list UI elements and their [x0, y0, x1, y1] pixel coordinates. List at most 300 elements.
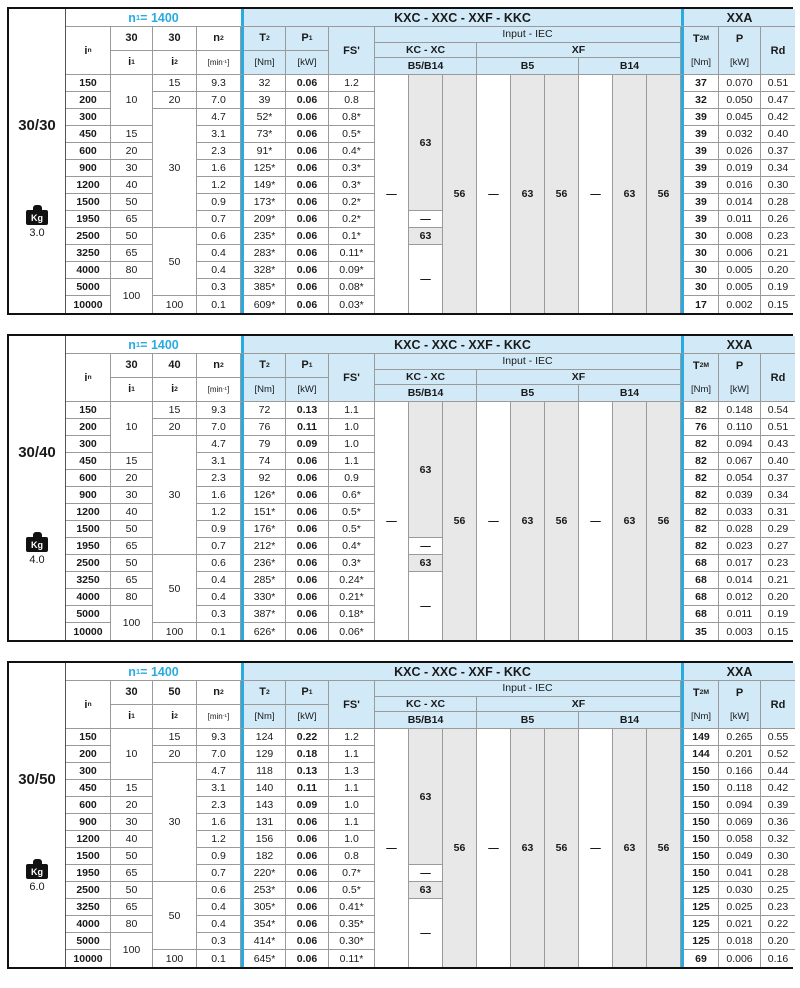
cell-p: 0.006 — [726, 952, 753, 965]
cell-in: 10000 — [73, 625, 103, 638]
header-p1-unit: [kW] — [297, 710, 317, 722]
cell-fs: 0.2* — [329, 211, 374, 228]
col-p1 — [286, 402, 329, 640]
header-p1 — [286, 27, 329, 74]
cell-t2m: 82 — [684, 453, 718, 470]
cell-i1: 50 — [111, 194, 152, 211]
cell-p: 0.070 — [719, 75, 760, 92]
cell-in: 2500 — [66, 228, 110, 245]
header-t2 — [241, 681, 286, 728]
table-main — [66, 9, 795, 313]
header-n2-unit: [min -1 ] — [207, 384, 230, 394]
cell-rd: 0.29 — [761, 521, 795, 538]
cell-iec: 63 — [409, 228, 442, 245]
cell-t2: 124 — [244, 729, 285, 746]
header-p1-label: P 1 — [286, 354, 328, 378]
col-p — [719, 402, 761, 640]
cell-in: 900 — [66, 160, 110, 177]
cell-rd: 0.23 — [761, 228, 795, 245]
cell-t2m: 149 — [684, 729, 718, 746]
header-i1-label: i 1 — [128, 710, 135, 723]
size2-label: 50 — [153, 681, 196, 705]
gear-table — [7, 334, 793, 642]
cell-n2: 0.4 — [197, 262, 240, 279]
cell-n2: 0.4 — [197, 589, 240, 606]
cell-in: 4000 — [66, 916, 110, 933]
n1-speed-label: n 1 = 1400 — [128, 337, 179, 352]
cell-rd: 0.42 — [761, 109, 795, 126]
model-column — [9, 9, 66, 313]
cell-t2: 285* — [244, 572, 285, 589]
col-iec-8 — [613, 402, 647, 640]
cell-t2: 156 — [244, 831, 285, 848]
cell-p1: 0.18 — [286, 746, 328, 763]
cell-fs: 0.03* — [339, 298, 364, 311]
cell-iec: — — [409, 538, 442, 555]
cell-t2: 354* — [244, 916, 285, 933]
cell-i1: 50 — [111, 848, 152, 865]
cell-iec: 56 — [657, 515, 670, 527]
cell-t2: 74 — [244, 453, 285, 470]
cell-n2: 3.1 — [197, 453, 240, 470]
title-row — [66, 336, 795, 354]
cell-t2m: 68 — [684, 572, 718, 589]
cell-fs: 0.11* — [329, 245, 374, 262]
cell-p: 0.069 — [719, 814, 760, 831]
cell-t2: 126* — [244, 487, 285, 504]
cell-rd: 0.20 — [761, 589, 795, 606]
header-i2 — [153, 354, 197, 401]
header-p-unit: [kW] — [730, 383, 749, 395]
cell-in: 200 — [66, 419, 110, 436]
size1-label: 30 — [111, 354, 152, 378]
cell-i1: 40 — [111, 504, 152, 521]
cell-n2: 3.1 — [197, 126, 240, 143]
cell-i1: 50 — [111, 555, 152, 572]
header-b14: B14 — [619, 713, 640, 726]
cell-p1: 0.09 — [286, 797, 328, 814]
cell-t2: 91* — [244, 143, 285, 160]
header-mount-row — [375, 712, 680, 728]
col-iec-7 — [579, 402, 613, 640]
cell-fs: 0.6* — [329, 487, 374, 504]
cell-iec: 63 — [623, 515, 636, 527]
cell-fs: 1.0 — [329, 831, 374, 848]
cell-p: 0.166 — [719, 763, 760, 780]
cell-p: 0.058 — [719, 831, 760, 848]
weight-kg-icon — [26, 205, 48, 225]
header-rd-label: Rd — [770, 698, 786, 711]
cell-i1: 80 — [111, 262, 152, 279]
cell-i2: 50 — [153, 228, 196, 296]
cell-n2: 0.4 — [197, 245, 240, 262]
cell-rd: 0.20 — [761, 933, 795, 950]
title-row — [66, 9, 795, 27]
cell-iec: 56 — [657, 188, 670, 200]
cell-i2: 20 — [153, 92, 196, 109]
cell-p1: 0.06 — [286, 194, 328, 211]
cell-t2m: 144 — [684, 746, 718, 763]
cell-in: 3250 — [66, 899, 110, 916]
weight-kg-icon — [26, 859, 48, 879]
cell-i2: 30 — [153, 109, 196, 228]
cell-rd: 0.30 — [761, 848, 795, 865]
size2-label: 40 — [153, 354, 196, 378]
cell-p: 0.094 — [719, 797, 760, 814]
header-xf: XF — [571, 43, 586, 56]
cell-rd: 0.54 — [761, 402, 795, 419]
cell-fs: 1.0 — [329, 797, 374, 814]
cell-fs: 0.2* — [329, 194, 374, 211]
cell-t2: 387* — [244, 606, 285, 623]
header-b14: B14 — [619, 386, 640, 399]
cell-fs: 1.1 — [329, 746, 374, 763]
cell-p: 0.006 — [719, 245, 760, 262]
col-p — [719, 75, 761, 313]
col-iec-9 — [647, 729, 681, 967]
cell-in: 300 — [66, 109, 110, 126]
cell-iec: 63 — [409, 882, 442, 899]
cell-t2m: 32 — [684, 92, 718, 109]
cell-n2: 2.3 — [197, 797, 240, 814]
header-p1-unit: [kW] — [297, 56, 317, 68]
xxa-title: XXA — [681, 663, 795, 680]
cell-p1: 0.06 — [286, 882, 328, 899]
cell-p1: 0.06 — [286, 160, 328, 177]
table-body — [66, 402, 795, 640]
n1-speed-label: n 1 = 1400 — [128, 664, 179, 679]
cell-in: 600 — [66, 470, 110, 487]
cell-i1: 30 — [111, 487, 152, 504]
cell-rd: 0.40 — [761, 126, 795, 143]
xxa-title: XXA — [681, 336, 795, 353]
header-fs-label: FS' — [343, 371, 360, 384]
weight-block — [9, 205, 65, 239]
header-input-iec: Input - IEC — [375, 681, 680, 697]
header-t2-unit: [Nm] — [254, 56, 275, 68]
header-t2m — [681, 27, 719, 74]
header-row — [66, 354, 795, 402]
col-iec-5 — [511, 729, 545, 967]
cell-p: 0.045 — [719, 109, 760, 126]
header-rd — [761, 681, 795, 728]
cell-t2m: 39 — [684, 160, 718, 177]
cell-n2: 3.1 — [197, 780, 240, 797]
cell-i1: 50 — [111, 882, 152, 899]
cell-t2m: 125 — [684, 899, 718, 916]
cell-p: 0.026 — [719, 143, 760, 160]
cell-t2m: 150 — [684, 814, 718, 831]
cell-in: 2500 — [66, 555, 110, 572]
cell-rd: 0.51 — [761, 75, 795, 92]
cell-p1: 0.11 — [286, 780, 328, 797]
cell-n2: 1.2 — [197, 831, 240, 848]
col-rd — [761, 75, 795, 313]
cell-p1: 0.06 — [286, 933, 328, 950]
weight-value: 6.0 — [29, 881, 45, 893]
col-t2 — [241, 402, 286, 640]
col-t2 — [241, 729, 286, 967]
header-flange-row — [375, 697, 680, 713]
header-p1-label: P 1 — [286, 27, 328, 51]
cell-i1: 10 — [111, 729, 152, 780]
header-i2-label: i 2 — [171, 710, 178, 723]
cell-iec: 56 — [555, 188, 568, 200]
cell-iec: 63 — [409, 729, 442, 865]
cell-t2m: 76 — [684, 419, 718, 436]
cell-n2: 0.9 — [197, 521, 240, 538]
col-iec-7 — [579, 75, 613, 313]
cell-t2: 76 — [244, 419, 285, 436]
cell-fs: 0.08* — [329, 279, 374, 296]
cell-i2: 20 — [153, 419, 196, 436]
cell-in: 200 — [66, 92, 110, 109]
size2-label: 30 — [153, 27, 196, 51]
cell-in: 150 — [66, 729, 110, 746]
header-t2m-label: T 2M — [692, 359, 710, 372]
header-kc-xc: KC - XC — [375, 697, 477, 712]
cell-p: 0.011 — [719, 211, 760, 228]
col-iec-6 — [545, 75, 579, 313]
cell-iec: — — [409, 245, 442, 313]
cell-t2: 283* — [244, 245, 285, 262]
cell-fs: 1.1 — [329, 780, 374, 797]
header-p-unit: [kW] — [730, 56, 749, 68]
header-b5: B5 — [477, 712, 579, 728]
cell-fs: 1.0 — [329, 436, 374, 453]
col-iec-3 — [443, 75, 477, 313]
cell-n2: 0.1 — [211, 952, 226, 965]
cell-n2: 2.3 — [197, 143, 240, 160]
cell-t2m: 150 — [684, 780, 718, 797]
cell-p: 0.011 — [719, 606, 760, 623]
cell-n2: 2.3 — [197, 470, 240, 487]
cell-p1: 0.06 — [286, 555, 328, 572]
cell-t2: 414* — [244, 933, 285, 950]
cell-iec: 63 — [623, 188, 636, 200]
cell-n2: 1.2 — [197, 177, 240, 194]
cell-t2m: 150 — [684, 865, 718, 882]
cell-t2: 129 — [244, 746, 285, 763]
header-n2-label: n 2 — [197, 681, 240, 705]
col-rd — [761, 729, 795, 967]
col-p1 — [286, 729, 329, 967]
cell-p1: 0.13 — [286, 763, 328, 780]
cell-t2m: 39 — [684, 177, 718, 194]
cell-n2: 4.7 — [197, 763, 240, 780]
header-xf: XF — [571, 370, 586, 383]
cell-iec: 63 — [409, 75, 442, 211]
cell-i1: 20 — [111, 470, 152, 487]
series-title: KXC - XXC - XXF - KKC — [241, 9, 681, 26]
cell-in: 1950 — [66, 211, 110, 228]
cell-fs: 0.3* — [329, 555, 374, 572]
cell-p: 0.118 — [719, 780, 760, 797]
cell-fs: 0.8 — [329, 92, 374, 109]
weight-kg-icon — [26, 532, 48, 552]
cell-p1: 0.06 — [286, 538, 328, 555]
header-i1-label: i 1 — [128, 56, 135, 69]
header-p1 — [286, 681, 329, 728]
header-p1-unit: [kW] — [297, 383, 317, 395]
table-main — [66, 663, 795, 967]
cell-rd: 0.31 — [761, 504, 795, 521]
cell-p: 0.110 — [719, 419, 760, 436]
cell-p: 0.201 — [719, 746, 760, 763]
cell-p1: 0.06 — [286, 228, 328, 245]
cell-iec: 63 — [521, 515, 534, 527]
cell-n2: 7.0 — [197, 419, 240, 436]
col-iec-3 — [443, 402, 477, 640]
col-in — [66, 75, 111, 313]
cell-iec: — — [409, 899, 442, 967]
cell-rd: 0.21 — [761, 572, 795, 589]
cell-rd: 0.51 — [761, 419, 795, 436]
cell-iec: 56 — [555, 515, 568, 527]
cell-t2m: 82 — [684, 504, 718, 521]
cell-fs: 0.11* — [339, 952, 364, 965]
col-iec-4 — [477, 75, 511, 313]
cell-in: 5000 — [66, 279, 110, 296]
cell-t2m: 125 — [684, 882, 718, 899]
col-iec-8 — [613, 729, 647, 967]
col-iec-1 — [375, 729, 409, 967]
cell-p1: 0.06 — [286, 279, 328, 296]
cell-i1: 20 — [111, 797, 152, 814]
cell-in: 4000 — [66, 589, 110, 606]
col-i1 — [111, 729, 153, 967]
col-n2 — [197, 402, 241, 640]
cell-t2m: 68 — [684, 589, 718, 606]
cell-iec: 63 — [521, 842, 534, 854]
cell-iec: 56 — [555, 842, 568, 854]
cell-p: 0.032 — [719, 126, 760, 143]
cell-t2: 125* — [244, 160, 285, 177]
model-ratio-label: 30/40 — [18, 444, 56, 461]
cell-p: 0.008 — [719, 228, 760, 245]
header-b5b14: B5/B14 — [375, 58, 477, 74]
cell-t2: 330* — [244, 589, 285, 606]
cell-i1: 80 — [111, 589, 152, 606]
cell-in: 900 — [66, 487, 110, 504]
cell-rd: 0.19 — [761, 606, 795, 623]
cell-t2: 92 — [244, 470, 285, 487]
cell-in: 1500 — [66, 521, 110, 538]
cell-p1: 0.06 — [286, 143, 328, 160]
cell-rd: 0.37 — [761, 470, 795, 487]
cell-fs: 1.0 — [329, 419, 374, 436]
cell-in: 10000 — [73, 298, 103, 311]
col-t2 — [241, 75, 286, 313]
cell-i1: 30 — [111, 814, 152, 831]
col-t2m — [681, 75, 719, 313]
cell-i2: 15 — [153, 402, 196, 419]
cell-rd: 0.27 — [761, 538, 795, 555]
cell-t2: 151* — [244, 504, 285, 521]
cell-fs: 1.1 — [329, 453, 374, 470]
cell-fs: 0.8 — [329, 848, 374, 865]
cell-i2: 50 — [153, 555, 196, 623]
cell-n2: 0.4 — [197, 916, 240, 933]
cell-in: 1500 — [66, 848, 110, 865]
col-p1 — [286, 75, 329, 313]
cell-t2m: 30 — [684, 262, 718, 279]
cell-p1: 0.06 — [286, 831, 328, 848]
cell-i2: 50 — [153, 882, 196, 950]
cell-in: 5000 — [66, 606, 110, 623]
cell-iec: 56 — [453, 515, 466, 527]
col-t2m — [681, 729, 719, 967]
cell-p1: 0.06 — [286, 814, 328, 831]
cell-p: 0.002 — [726, 298, 753, 311]
cell-p1: 0.06 — [286, 109, 328, 126]
xxa-title: XXA — [681, 9, 795, 26]
header-i1 — [111, 27, 153, 74]
cell-p1: 0.06 — [286, 262, 328, 279]
header-fs-label: FS' — [343, 698, 360, 711]
cell-rd: 0.21 — [761, 245, 795, 262]
header-i1-label: i 1 — [128, 383, 135, 396]
cell-t2m: 150 — [684, 848, 718, 865]
header-t2m-unit: [Nm] — [690, 710, 712, 722]
header-n2 — [197, 354, 241, 401]
cell-in: 3250 — [66, 245, 110, 262]
col-rd — [761, 402, 795, 640]
cell-iec: 63 — [409, 555, 442, 572]
cell-n2: 0.4 — [197, 572, 240, 589]
cell-p: 0.005 — [719, 262, 760, 279]
cell-p: 0.049 — [719, 848, 760, 865]
header-input-iec: Input - IEC — [375, 27, 680, 43]
cell-n2: 0.6 — [197, 882, 240, 899]
cell-i1: 50 — [111, 521, 152, 538]
cell-p: 0.094 — [719, 436, 760, 453]
cell-p: 0.019 — [719, 160, 760, 177]
cell-t2: 140 — [244, 780, 285, 797]
cell-i1: 65 — [111, 538, 152, 555]
cell-i1: 40 — [111, 177, 152, 194]
cell-iec: — — [590, 842, 601, 854]
cell-n2: 1.6 — [197, 487, 240, 504]
cell-in: 1200 — [66, 504, 110, 521]
cell-i1: 100 — [122, 290, 141, 302]
cell-in: 450 — [66, 126, 110, 143]
cell-t2m: 39 — [684, 126, 718, 143]
cell-fs: 1.2 — [329, 729, 374, 746]
cell-rd: 0.19 — [761, 279, 795, 296]
header-n2-label: n 2 — [197, 354, 240, 378]
cell-i2: 100 — [165, 625, 184, 638]
cell-i1: 15 — [111, 126, 152, 143]
weight-value: 4.0 — [29, 554, 45, 566]
col-iec-5 — [511, 402, 545, 640]
header-i2-label: i 2 — [171, 383, 178, 396]
col-i2 — [153, 729, 197, 967]
cell-p1: 0.06 — [286, 487, 328, 504]
weight-block — [9, 532, 65, 566]
cell-n2: 1.6 — [197, 160, 240, 177]
cell-p: 0.050 — [719, 92, 760, 109]
header-i1 — [111, 354, 153, 401]
header-rd — [761, 354, 795, 401]
header-p — [719, 27, 761, 74]
cell-t2m: 37 — [684, 75, 718, 92]
cell-rd: 0.23 — [761, 555, 795, 572]
cell-rd: 0.26 — [761, 211, 795, 228]
cell-rd: 0.44 — [761, 763, 795, 780]
cell-i1: 15 — [111, 453, 152, 470]
cell-iec: — — [386, 515, 397, 527]
